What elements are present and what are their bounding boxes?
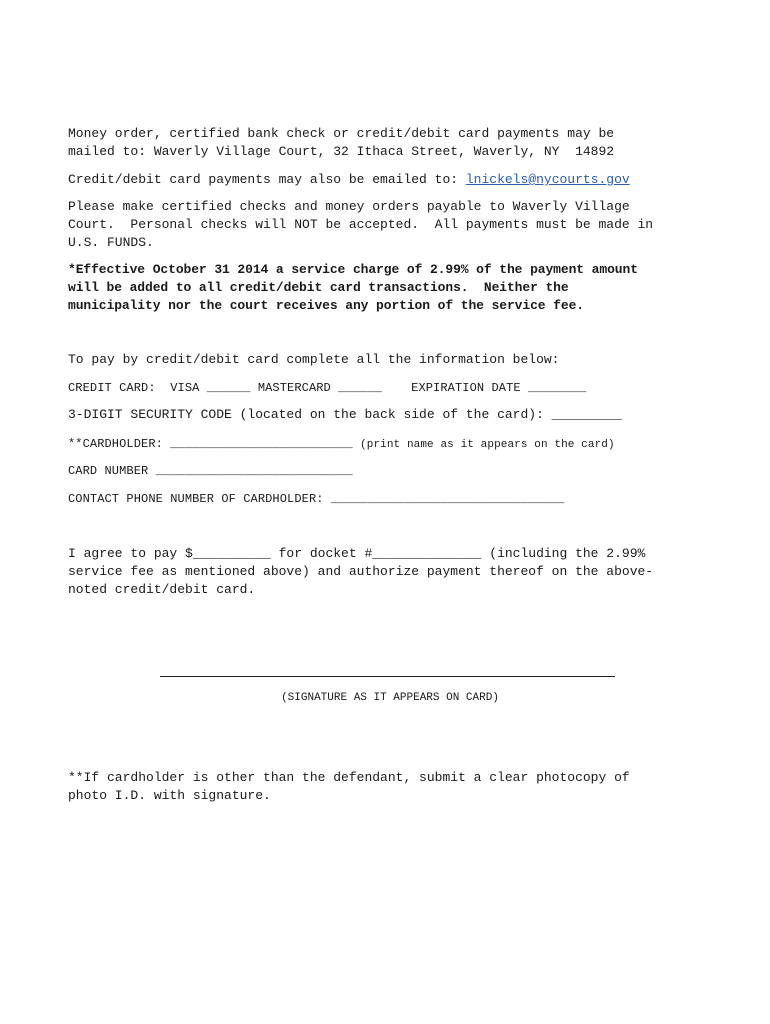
service-charge-notice-line-2: will be added to all credit/debit card transactions. Neither the [68, 280, 569, 295]
form-intro: To pay by credit/debit card complete all the information below: [68, 352, 560, 367]
agreement-line-2: service fee as mentioned above) and authorize payment thereof on the above- [68, 564, 654, 579]
signature-caption: (SIGNATURE AS IT APPEARS ON CARD) [281, 692, 499, 704]
service-charge-notice-line-3: municipality nor the court receives any portion of the service fee. [68, 298, 584, 313]
mailing-instructions-line-1: Money order, certified bank check or credit/debit card payments may be [68, 126, 615, 141]
agreement-line-3: noted credit/debit card. [68, 582, 256, 597]
card-type-field[interactable]: CREDIT CARD: VISA ______ MASTERCARD ______ EXPIRATION DATE ________ [68, 381, 587, 395]
payable-line-2: Court. Personal checks will NOT be accepted. All payments must be made in [68, 217, 654, 232]
footnote-line-1: **If cardholder is other than the defendant, submit a clear photocopy of [68, 770, 630, 785]
payable-line-3: U.S. FUNDS. [68, 235, 154, 250]
card-number-field[interactable]: CARD NUMBER ___________________________ [68, 464, 353, 478]
cardholder-label: **CARDHOLDER: _________________________ [68, 437, 361, 451]
phone-number-field[interactable]: CONTACT PHONE NUMBER OF CARDHOLDER: ________________________________ [68, 492, 565, 506]
mailing-instructions-line-2: mailed to: Waverly Village Court, 32 Ithaca Street, Waverly, NY 14892 [68, 144, 615, 159]
service-charge-notice-line-1: *Effective October 31 2014 a service charge of 2.99% of the payment amount [68, 262, 638, 277]
email-link[interactable]: lnickels@nycourts.gov [465, 172, 630, 187]
security-code-field[interactable]: 3-DIGIT SECURITY CODE (located on the back side of the card): _________ [68, 407, 622, 422]
payable-line-1: Please make certified checks and money orders payable to Waverly Village [68, 199, 630, 214]
footnote-line-2: photo I.D. with signature. [68, 788, 271, 803]
email-instructions [68, 171, 630, 189]
email-instructions-text: Credit/debit card payments may also be emailed to: [68, 172, 466, 187]
agreement-line-1: I agree to pay $__________ for docket #______________ (including the 2.99% [68, 546, 646, 561]
signature-line[interactable] [160, 676, 615, 677]
cardholder-note: (print name as it appears on the card) [360, 439, 615, 451]
cardholder-field[interactable] [68, 435, 615, 454]
